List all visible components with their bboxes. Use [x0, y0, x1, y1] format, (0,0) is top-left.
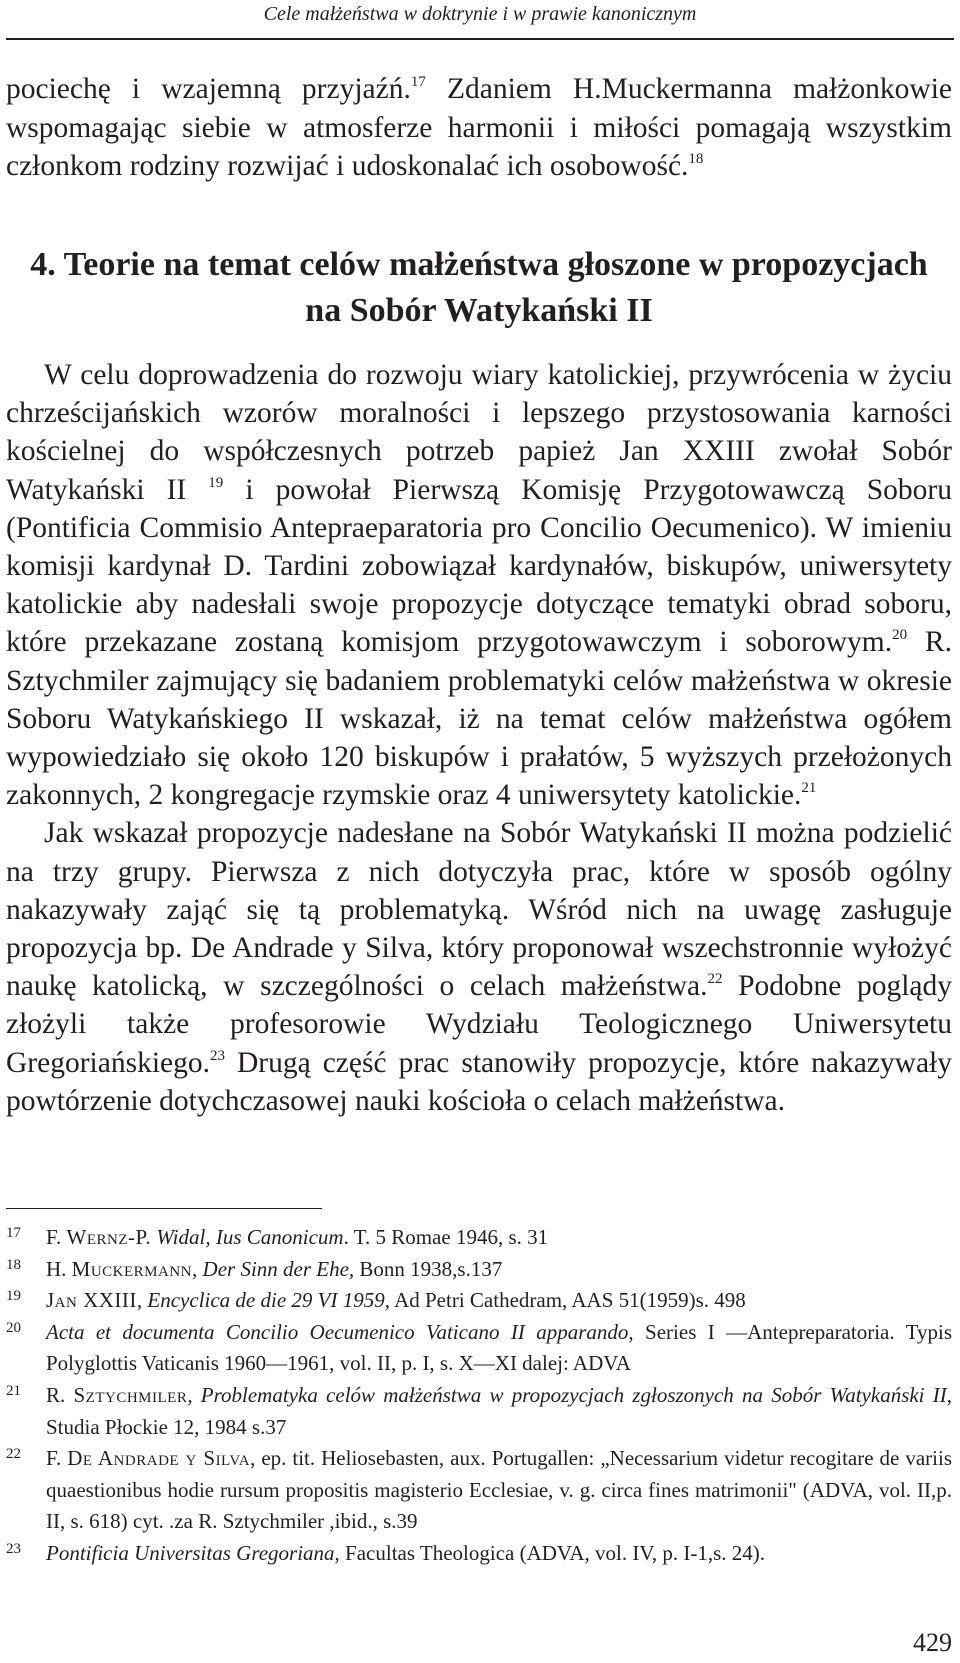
page-number: 429 [913, 1628, 952, 1657]
footnote-22: 22 F. De Andrade y Silva, ep. tit. Heliosebasten, aux. Portugallen: „Necessarium videtur recogitare de variis quaestionibus hodie rursum propositis magisterio Ecclesiae, v. g. circa fines matrimonii" (ADVA, vol. II,p. II, s. 618) cyt. .za R. Sztychmiler ,ibid., s.39 [6, 1443, 952, 1538]
footnote-number: 18 [6, 1256, 21, 1273]
footnote-title: , Der Sinn der Ehe, [192, 1256, 355, 1281]
footnote-17: 17 F. Wernz-P. Widal, Ius Canonicum. T. 5 Romae 1946, s. 31 [6, 1222, 952, 1254]
footnote-author: Sztychmiler [73, 1382, 188, 1407]
footnote-ref-19[interactable]: 19 [208, 474, 224, 491]
footnote-ref-18[interactable]: 18 [688, 151, 704, 167]
footnote-author: De Andrade y Silva [67, 1446, 251, 1471]
para2-text-3: Drugą część prac stanowiły propozycje, które nakazywały powtórzenie dotychczasowej nauki kościoła o celach małżeństwa. [6, 1046, 952, 1117]
footnotes [6, 1222, 952, 1570]
para2-text-2: Podobne poglądy złożyli także profesorowie Wydziału Teologicznego Uniwersytetu Gregoriańskiego. [6, 970, 952, 1079]
footnote-ref-22[interactable]: 22 [707, 971, 723, 988]
footnote-author: Wernz-P. [66, 1225, 152, 1249]
para2-text-1: Jak wskazał propozycje nadesłane na Sobór Watykański II można podzielić na trzy grupy. Pierwsza z nich dotyczyła prac, które w sposób ogólny nakazywały zająć się tą problematyką. Wśród nich na uwagę zasługuje propozycja bp. De Andrade y Silva, który proponował wszechstronnie wyłożyć naukę katolicką, w szczególności o celach małżeństwa. [6, 817, 952, 1003]
section-heading-line-1: 4. Teorie na temat celów małżeństwa głoszone w propozycjach [30, 246, 928, 283]
footnote-number: 17 [6, 1225, 21, 1241]
footnote-ref-23[interactable]: 23 [209, 1047, 225, 1064]
intro-text-1: pociechę i wzajemną przyjaźń. [6, 73, 411, 105]
footnote-title: Widal, Ius Canonicum [151, 1225, 344, 1249]
section-heading-line-2: na Sobór Watykański II [305, 292, 653, 329]
footnote-author: Jan XXIII [46, 1288, 137, 1313]
footnote-number: 23 [6, 1540, 21, 1557]
intro-paragraph [6, 70, 952, 186]
para1-text-3: R. Sztychmiler zajmujący się badaniem problematyki celów małżeństwa w okresie Soboru Watykańskiego II wskazał, iż na temat celów małżeństwa ogółem wypowiedziało się około 120 biskupów i prałatów, 5 wyższych przełożonych zakonnych, 2 kongregacje rzymskie oraz 4 uniwersytety katolickie. [6, 626, 952, 812]
paragraph-1 [6, 356, 952, 814]
footnote-number: 19 [6, 1288, 21, 1305]
paragraph-2 [6, 814, 952, 1120]
intro-text-2: Zdaniem H.Muckermanna małżonkowie wspomagając siebie w atmosferze harmonii i miłości pomagają wszystkim członkom rodziny rozwijać i udoskonalać ich osobowość. [6, 73, 952, 182]
footnote-title: , Encyclica de die 29 VI 1959, [136, 1288, 390, 1313]
para1-text-1: W celu doprowadzenia do rozwoju wiary katolickiej, przywrócenia w życiu chrześcijańskich wzorów moralności i lepszego przystosowania karności kościelnej do współczesnych potrzeb papież Jan XXIII zwołał Sobór Watykański II [6, 359, 952, 506]
footnote-ref-17[interactable]: 17 [410, 74, 426, 90]
footnote-author: Muckermann [71, 1256, 193, 1281]
header-rule [6, 38, 954, 40]
footnote-ref-20[interactable]: 20 [892, 627, 908, 644]
footnote-18: 18 H. Muckermann, Der Sinn der Ehe, Bonn 1938,s.137 [6, 1254, 952, 1286]
footnote-title: Acta et documenta Concilio Oecumenico Vaticano II apparando, [46, 1319, 634, 1344]
footnote-ref-21[interactable]: 21 [801, 780, 817, 797]
section-heading [6, 242, 952, 334]
footnote-23: 23 Pontificia Universitas Gregoriana, Facultas Theologica (ADVA, vol. IV, p. I-1,s. 24). [6, 1538, 952, 1570]
footnote-number: 22 [6, 1446, 21, 1463]
footnote-19: 19 Jan XXIII, Encyclica de die 29 VI 1959, Ad Petri Cathedram, AAS 51(1959)s. 498 [6, 1285, 952, 1317]
footnote-number: 20 [6, 1319, 21, 1336]
footnote-21: 21 R. Sztychmiler, Problematyka celów małżeństwa w propozycjach zgłoszonych na Sobór Watykański II, Studia Płockie 12, 1984 s.37 [6, 1380, 952, 1443]
main-text [6, 356, 952, 1120]
footnote-20: 20 Acta et documenta Concilio Oecumenico Vaticano II apparando, Series I —Antepreparatoria. Typis Polyglottis Vaticanis 1960—1961, vol. II, p. I, s. X—XI dalej: ADVA [6, 1317, 952, 1380]
footnote-rule [6, 1208, 322, 1209]
para1-text-2: i powołał Pierwszą Komisję Przygotowawczą Soboru (Pontificia Commisio Antepraeparatoria pro Concilio Oecumenico). W imieniu komisji kardynał D. Tardini zobowiązał kardynałów, biskupów, uniwersytety katolickie aby nadesłali swoje propozycje dotyczące tematyki obrad soboru, które przekazane zostaną komisjom przygotowawczym i soborowym. [6, 473, 952, 659]
footnote-title: Pontificia Universitas Gregoriana [46, 1540, 335, 1565]
footnote-number: 21 [6, 1382, 21, 1399]
footnote-title: , Problematyka celów małżeństwa w propozycjach zgłoszonych na Sobór Watykański II [187, 1382, 947, 1407]
running-head: Cele małżeństwa w doktrynie i w prawie kanonicznym [263, 3, 697, 25]
